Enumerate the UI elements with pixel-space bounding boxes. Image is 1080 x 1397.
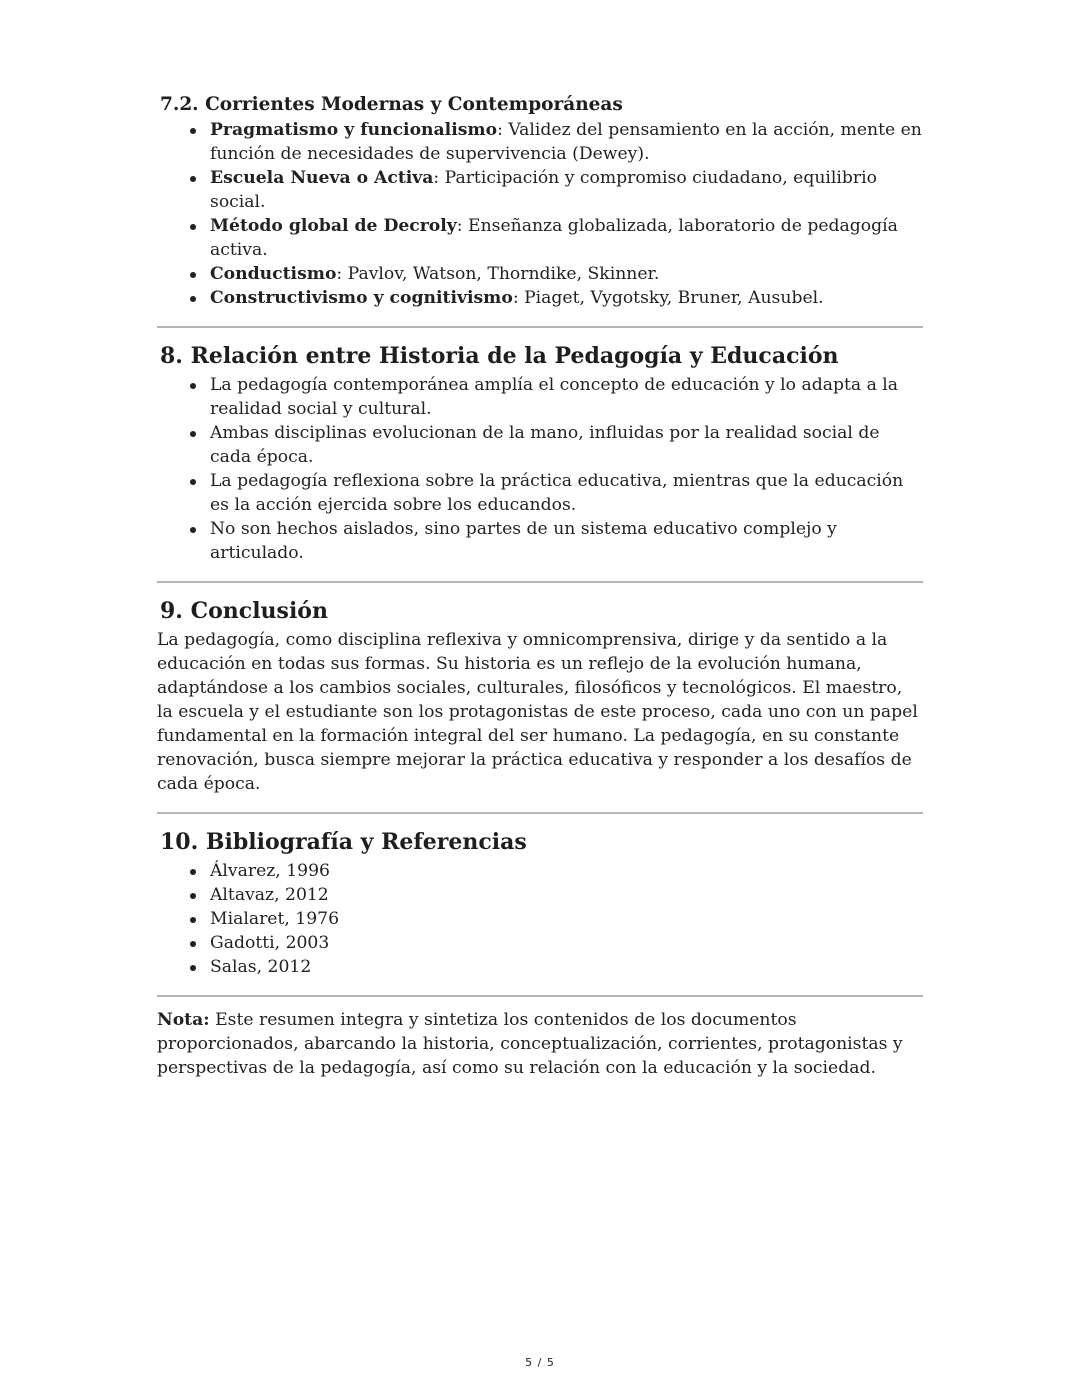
section-divider (157, 326, 923, 328)
list-item: La pedagogía reflexiona sobre la práctica educativa, mientras que la educación es la acción ejercida sobre los educandos. (210, 469, 923, 517)
section-7-2-list (157, 118, 923, 310)
document-page (157, 92, 923, 1080)
bibliography-item: Gadotti, 2003 (210, 931, 923, 955)
section-divider (157, 581, 923, 583)
list-item-term: Escuela Nueva o Activa (210, 168, 434, 188)
bibliography-list (157, 859, 923, 979)
section-10-heading: 10. Bibliografía y Referencias (160, 829, 527, 855)
list-item-text: : Participación y compromiso ciudadano, equilibrio social. (210, 168, 877, 212)
list-item-text: : Piaget, Vygotsky, Bruner, Ausubel. (512, 288, 824, 308)
section-divider (157, 995, 923, 997)
list-item (210, 286, 923, 310)
note-label: Nota: (157, 1010, 210, 1030)
list-item (210, 118, 923, 166)
list-item: Ambas disciplinas evolucionan de la mano, influidas por la realidad social de cada época. (210, 421, 923, 469)
section-divider (157, 812, 923, 814)
section-7-2-heading: 7.2. Corrientes Modernas y Contemporáneas (160, 94, 623, 115)
list-item (210, 262, 923, 286)
list-item-text: : Validez del pensamiento en la acción, mente en función de necesidades de supervivencia (Dewey). (210, 120, 922, 164)
conclusion-paragraph: La pedagogía, como disciplina reflexiva y omnicomprensiva, dirige y da sentido a la educación en todas sus formas. Su historia es un reflejo de la evolución humana, adaptándose a los cambios sociales, culturales, filosóficos y tecnológicos. El maestro, la escuela y el estudiante son los protagonistas de este proceso, cada uno con un papel fundamental en la formación integral del ser humano. La pedagogía, en su constante renovación, busca siempre mejorar la práctica educativa y responder a los desafíos de cada época. (157, 630, 918, 794)
list-item: La pedagogía contemporánea amplía el concepto de educación y lo adapta a la realidad social y cultural. (210, 373, 923, 421)
list-item (210, 214, 923, 262)
note-text: Este resumen integra y sintetiza los contenidos de los documentos proporcionados, abarcando la historia, conceptualización, corrientes, protagonistas y perspectivas de la pedagogía, así como su relación con la educación y la sociedad. (157, 1010, 903, 1078)
section-8-list (157, 373, 923, 565)
bibliography-item: Altavaz, 2012 (210, 883, 923, 907)
list-item-term: Conductismo (210, 264, 337, 284)
section-8-heading: 8. Relación entre Historia de la Pedagogía y Educación (160, 343, 839, 369)
note-paragraph (157, 1008, 923, 1080)
list-item: No son hechos aislados, sino partes de un sistema educativo complejo y articulado. (210, 517, 923, 565)
bibliography-item: Salas, 2012 (210, 955, 923, 979)
list-item-term: Pragmatismo y funcionalismo (210, 120, 498, 140)
list-item-text: : Pavlov, Watson, Thorndike, Skinner. (336, 264, 660, 284)
list-item-text: : Enseñanza globalizada, laboratorio de pedagogía activa. (210, 216, 898, 260)
list-item-term: Método global de Decroly (210, 216, 457, 236)
list-item-term: Constructivismo y cognitivismo (210, 288, 513, 308)
section-9-heading: 9. Conclusión (160, 598, 328, 624)
list-item (210, 166, 923, 214)
bibliography-item: Mialaret, 1976 (210, 907, 923, 931)
bibliography-item: Álvarez, 1996 (210, 859, 923, 883)
page-number: 5 / 5 (525, 1356, 555, 1369)
